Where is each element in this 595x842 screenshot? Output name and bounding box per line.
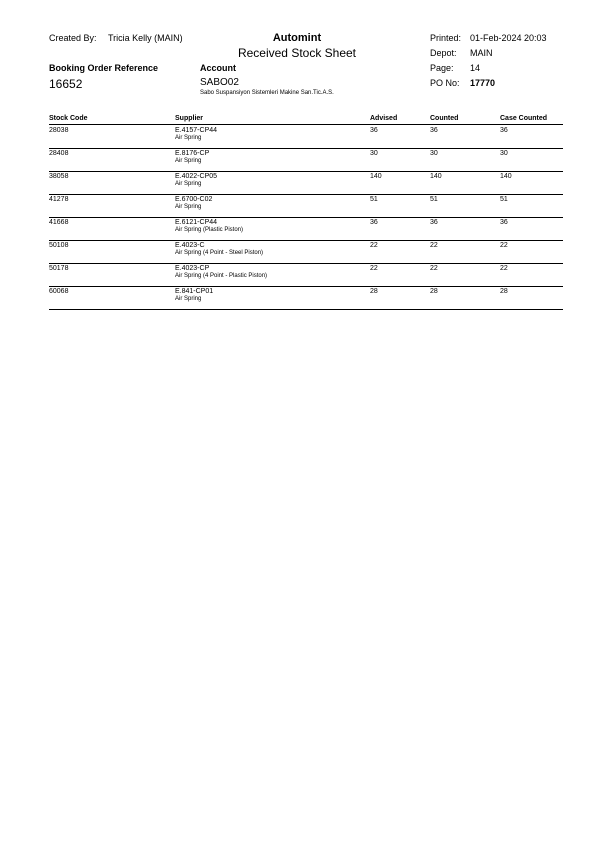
created-by-label: Created By: [49, 33, 97, 43]
stock-code-cell: 60068 [49, 288, 69, 295]
supplier-cell: E.6121-CP44 [175, 219, 218, 226]
counted-cell: 140 [430, 173, 442, 180]
col-header-stock-code: Stock Code [49, 115, 88, 122]
advised-cell: 22 [370, 265, 378, 272]
table-row [49, 125, 563, 149]
counted-cell: 51 [430, 196, 438, 203]
supplier-cell: E.4023-CP [175, 265, 210, 272]
description-cell: Air Spring (Plastic Piston) [175, 227, 244, 233]
description-cell: Air Spring [175, 181, 202, 187]
stock-code-cell: 28408 [49, 150, 69, 157]
table-row [49, 171, 563, 195]
counted-cell: 30 [430, 150, 438, 157]
col-header-counted: Counted [430, 115, 459, 122]
case-counted-cell: 22 [500, 242, 508, 249]
page-label: Page: [430, 63, 454, 73]
counted-cell: 22 [430, 242, 438, 249]
counted-cell: 36 [430, 127, 438, 134]
page-value: 14 [470, 63, 481, 73]
col-header-supplier: Supplier [175, 115, 204, 122]
counted-cell: 36 [430, 219, 438, 226]
printed-label: Printed: [430, 33, 462, 43]
account-code: SABO02 [200, 77, 239, 88]
stock-code-cell: 50108 [49, 242, 69, 249]
counted-cell: 28 [430, 288, 438, 295]
case-counted-cell: 51 [500, 196, 508, 203]
booking-order-label: Booking Order Reference [49, 63, 159, 73]
supplier-cell: E.6700-C02 [175, 196, 213, 203]
stock-code-cell: 28038 [49, 127, 69, 134]
stock-code-cell: 50178 [49, 265, 69, 272]
case-counted-cell: 140 [500, 173, 512, 180]
col-header-advised: Advised [370, 115, 398, 122]
table-row [49, 148, 563, 172]
table-row [49, 217, 563, 241]
case-counted-cell: 30 [500, 150, 508, 157]
description-cell: Air Spring (4 Point - Plastic Piston) [175, 273, 268, 279]
sheet-title: Received Stock Sheet [237, 46, 357, 60]
stock-code-cell: 38058 [49, 173, 69, 180]
stock-code-cell: 41278 [49, 196, 69, 203]
case-counted-cell: 28 [500, 288, 508, 295]
case-counted-cell: 22 [500, 265, 508, 272]
case-counted-cell: 36 [500, 219, 508, 226]
printed-value: 01-Feb-2024 20:03 [470, 33, 547, 43]
counted-cell: 22 [430, 265, 438, 272]
advised-cell: 36 [370, 127, 378, 134]
depot-label: Depot: [430, 48, 457, 58]
supplier-cell: E.8176-CP [175, 150, 210, 157]
advised-cell: 51 [370, 196, 378, 203]
supplier-cell: E.4157-CP44 [175, 127, 218, 134]
table-row [49, 194, 563, 218]
advised-cell: 30 [370, 150, 378, 157]
description-cell: Air Spring [175, 158, 202, 164]
table-row [49, 286, 563, 310]
table-row [49, 240, 563, 264]
account-label: Account [200, 63, 236, 73]
depot-value: MAIN [470, 48, 493, 58]
po-value: 17770 [470, 78, 496, 88]
col-header-case-counted: Case Counted [500, 115, 548, 122]
booking-order-value: 16652 [49, 77, 83, 91]
supplier-cell: E.4023-C [175, 242, 205, 249]
advised-cell: 28 [370, 288, 378, 295]
description-cell: Air Spring (4 Point - Steel Piston) [175, 250, 264, 256]
advised-cell: 22 [370, 242, 378, 249]
account-name: Sabo Suspansiyon Sistemleri Makine San.Tic.A.S. [200, 90, 334, 96]
stock-code-cell: 41668 [49, 219, 69, 226]
company-name: Automint [272, 32, 322, 44]
advised-cell: 36 [370, 219, 378, 226]
description-cell: Air Spring [175, 296, 202, 302]
advised-cell: 140 [370, 173, 382, 180]
supplier-cell: E.841-CP01 [175, 288, 214, 295]
case-counted-cell: 36 [500, 127, 508, 134]
supplier-cell: E.4022-CP05 [175, 173, 218, 180]
description-cell: Air Spring [175, 135, 202, 141]
created-by-value: Tricia Kelly (MAIN) [108, 33, 183, 43]
table-row [49, 263, 563, 287]
description-cell: Air Spring [175, 204, 202, 210]
po-label: PO No: [430, 78, 460, 88]
